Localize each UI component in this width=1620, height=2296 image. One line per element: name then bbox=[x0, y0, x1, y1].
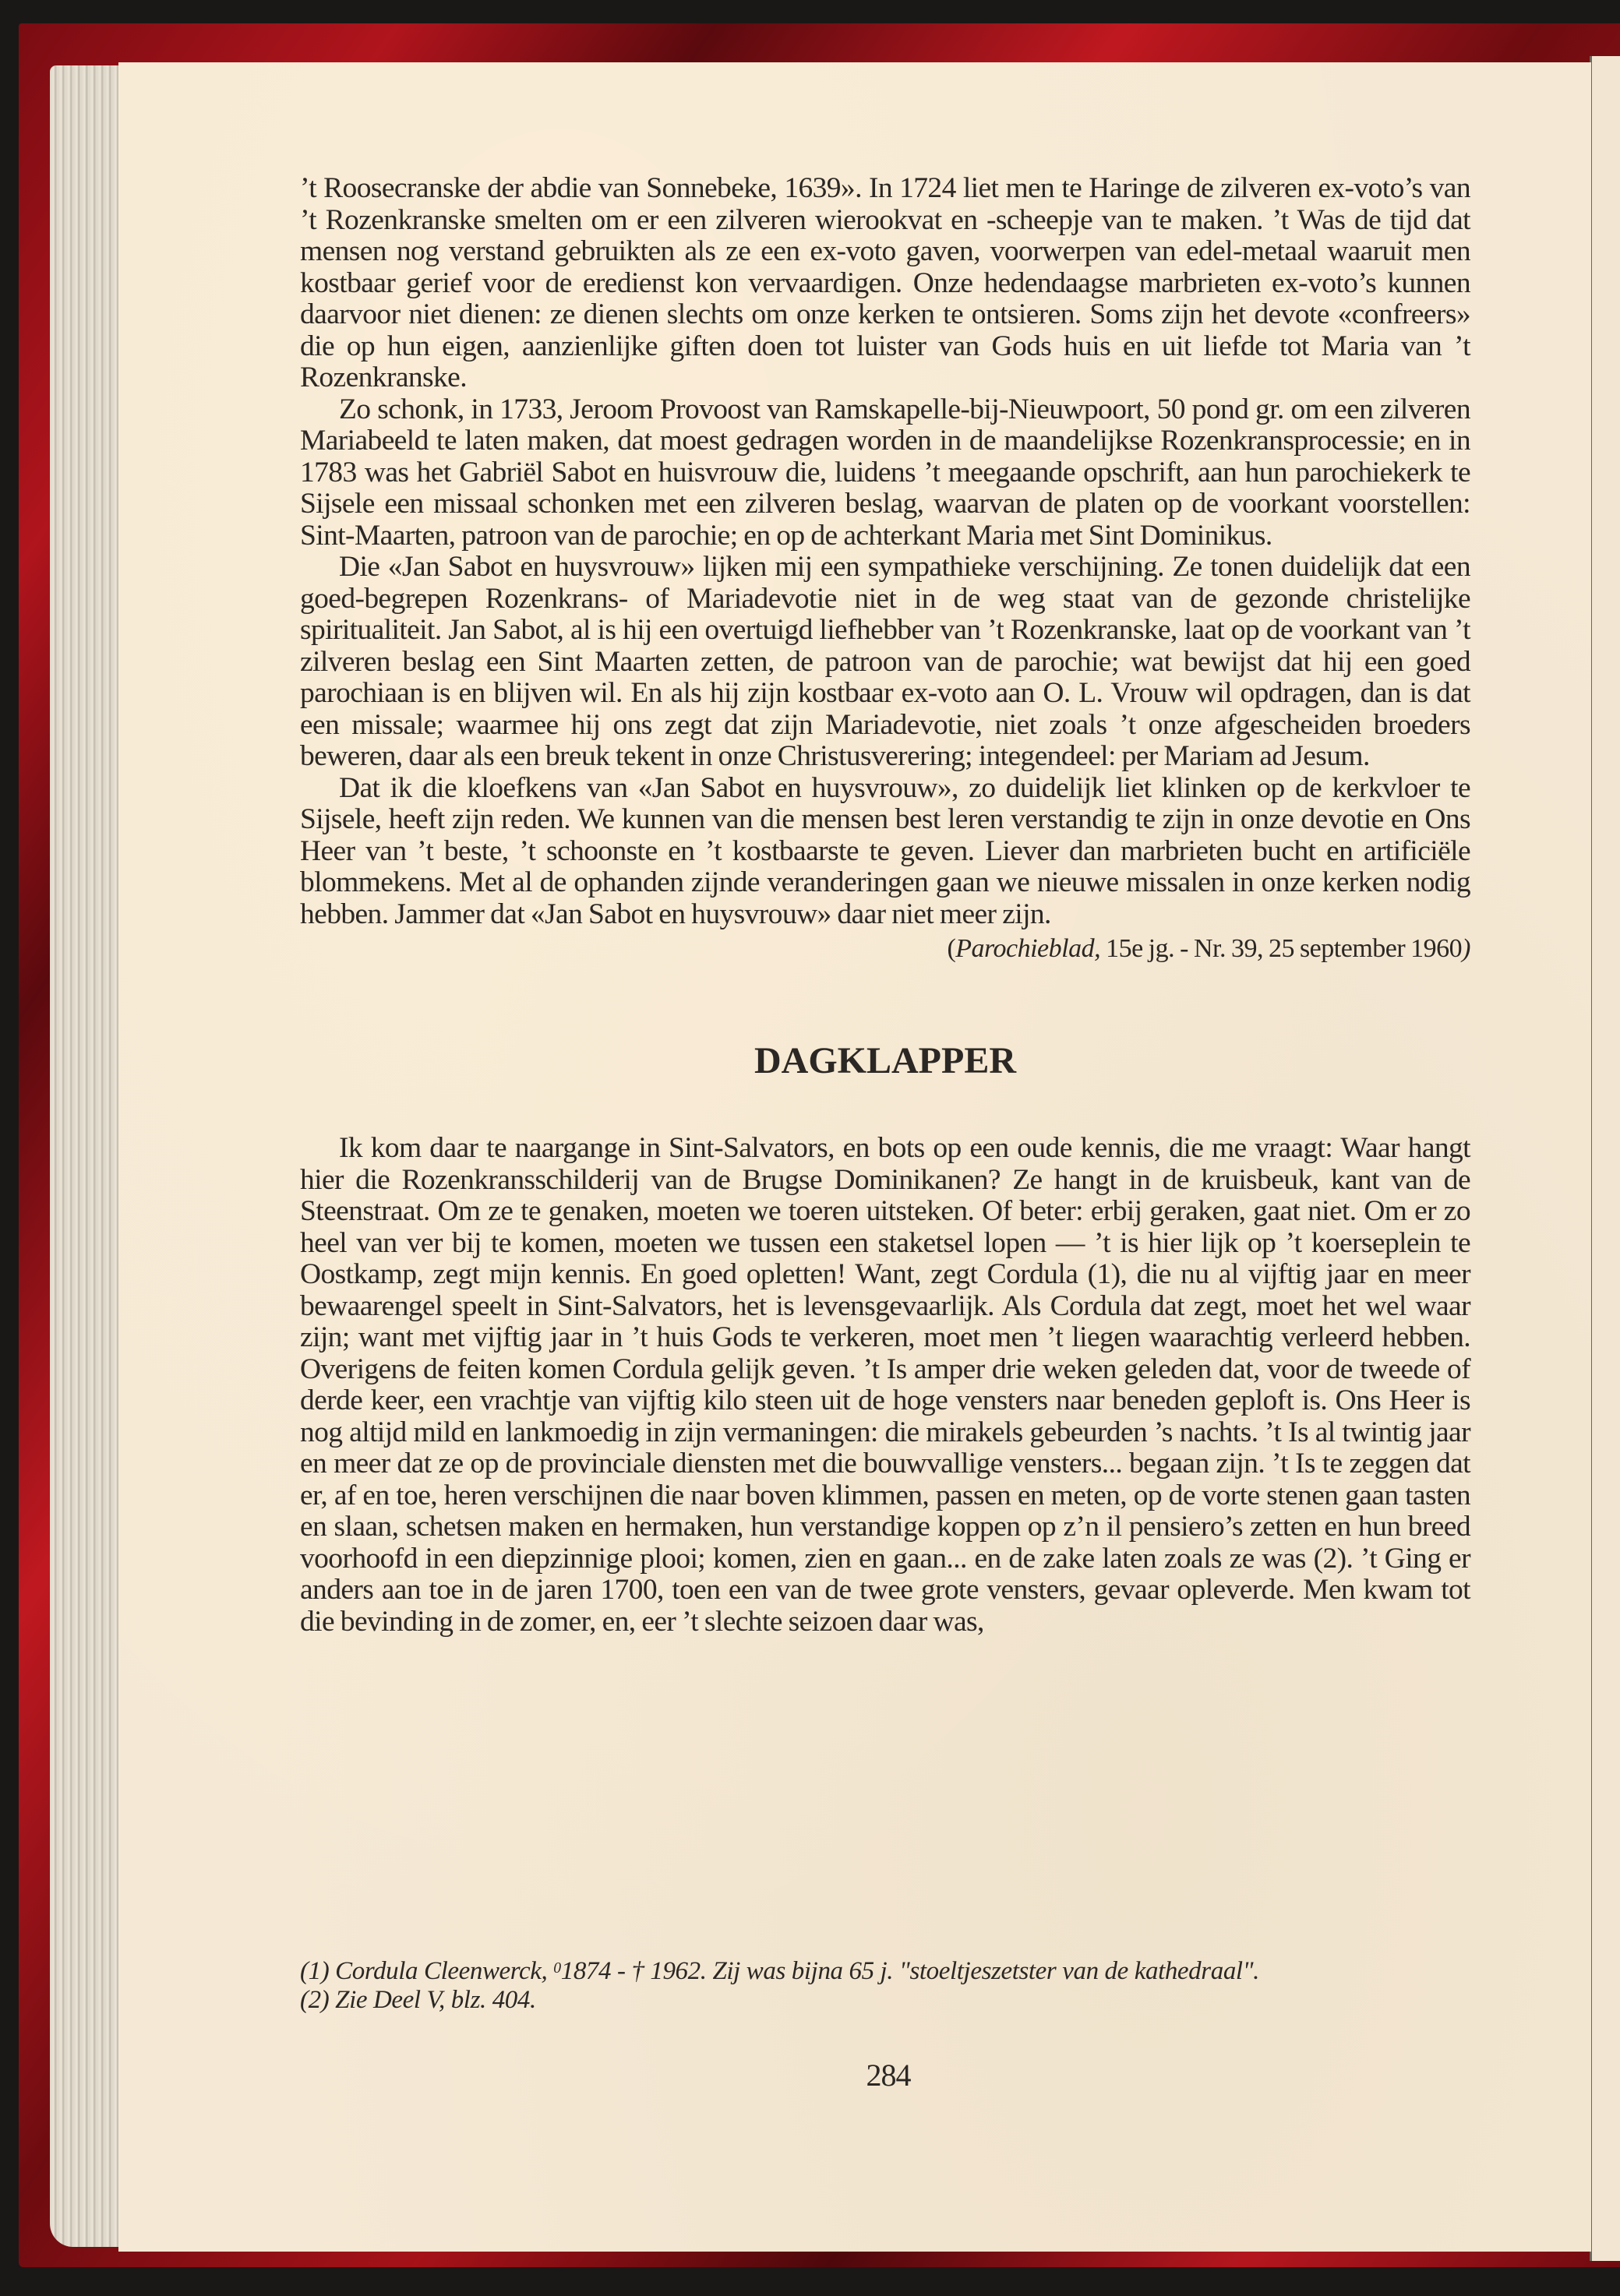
paragraph: Dat ik die kloefkens van «Jan Sabot en huysvrouw», zo duidelijk liet klinken op de kerkvloer te Sijsele, heeft zijn reden. We kunnen van die mensen best leren verstandig te zijn in onze devotie en Ons Heer van ’t beste, ’t schoonste en ’t kostbaarste te geven. Liever dan marbrieten bucht en artificiële blommekens. Met al de ophanden zijnde veranderingen gaan we nieuwe missalen in onze kerken nodig hebben. Jammer dat «Jan Sabot en huysvrouw» daar niet meer zijn. bbox=[300, 771, 1470, 930]
citation-source: Parochieblad, bbox=[955, 934, 1101, 963]
page-number: 284 bbox=[866, 2058, 911, 2093]
footnote-2 bbox=[300, 1986, 1470, 2015]
footnote-1-prefix: (1) Cordula Cleenwerck, bbox=[300, 1957, 554, 1985]
paragraph: ’t Roosecranske der abdie van Sonnebeke, 1639». In 1724 liet men te Haringe de zilveren ex-voto’s van ’t Rozenkranske smelten om er een zilveren wierookvat en -scheepje van te maken. ’t Was de tijd dat mensen nog verstand gebruikten als ze een ex-voto gaven, voorwerpen van edel-metaal waaruit men kostbaar gerief voor de eredienst kon vervaardigen. Onze hedendaagse marbrieten ex-voto’s kunnen daarvoor niet dienen: ze dienen slechts om onze kerken te ontsieren. Soms zijn het devote «confreers» die op hun eigen, aanzienlijke giften doen tot luister van Gods huis en uit liefde tot Maria van ’t Rozenkranske. bbox=[300, 172, 1470, 393]
citation bbox=[300, 933, 1470, 965]
footnote-1-text: 1874 - † 1962. Zij was bijna 65 j. "stoeltjeszetster van de kathedraal". bbox=[560, 1957, 1259, 1985]
page-stack-edge bbox=[50, 65, 120, 2247]
paragraph: Zo schonk, in 1733, Jeroom Provoost van Ramskapelle-bij-Nieuwpoort, 50 pond gr. om een zilveren Mariabeeld te laten maken, dat moest gedragen worden in de maandelijkse Rozenkransprocessie; en in 1783 was het Gabriël Sabot en huisvrouw die, luidens ’t meegaande opschrift, aan hun parochiekerk te Sijsele een missaal schonken met een zilveren beslag, waarvan de platen op de voorkant voorstellen: Sint-Maarten, patroon van de parochie; en op de achterkant Maria met Sint Dominikus. bbox=[300, 393, 1470, 552]
page-body bbox=[300, 173, 1470, 1638]
footnote-2-text: (2) Zie Deel V, blz. 404. bbox=[300, 1986, 536, 2014]
citation-open: ( bbox=[947, 934, 956, 963]
footnotes bbox=[300, 1954, 1470, 2015]
footnote-1 bbox=[300, 1954, 1470, 1986]
footnote-1-birth-mark: 0 bbox=[553, 1959, 561, 1977]
paragraph: Ik kom daar te naargange in Sint-Salvators, en bots op een oude kennis, die me vraagt: Waar hangt hier die Rozenkransschilderij van de Brugse Dominikanen? Ze hangt in de kruisbeuk, kant van de Steenstraat. Om ze te genaken, moeten we toeren uitsteken. Of beter: erbij geraken, gaat niet. Om er zo heel van ver bij te komen, moeten we tussen een staketsel lopen — ’t is hier lijk op ’t koerseplein te Oostkamp, zegt mijn kennis. En goed opletten! Want, zegt Cordula (1), die nu al vijftig jaar en meer bewaarengel speelt in Sint-Salvators, het is levensgevaarlijk. Als Cordula dat zegt, moet het wel waar zijn; want met vijftig jaar in ’t huis Gods te verkeren, moet men ’t liegen waarachtig verleerd hebben. Overigens de feiten komen Cordula gelijk geven. ’t Is amper drie weken geleden dat, voor de tweede of derde keer, een vrachtje van vijftig kilo steen uit de hoge vensters naar beneden geploft is. Ons Heer is nog altijd mild en lankmoedig in zijn vermaningen: die mirakels gebeurden ’s nachts. ’t Is al twintig jaar en meer dat ze op de provinciale diensten met die bouwvallige vensters... begaan zijn. ’t Is te zeggen dat er, af en toe, heren verschijnen die naar boven klimmen, passen en meten, op de vorte stenen gaan tasten en slaan, schetsen maken en hermaken, hun verstandige koppen op z’n il pensiero’s zetten en hun breed voorhoofd in een diepzinnige plooi; komen, zien en gaan... en de zake laten zoals ze was (2). ’t Ging er anders aan toe in de jaren 1700, toen een van de twee grote vensters, gevaar opleverde. Men kwam tot die bevinding in de zomer, en, eer ’t slechte seizoen daar was, bbox=[300, 1132, 1470, 1638]
citation-close: ) bbox=[1462, 934, 1470, 963]
citation-details: 15e jg. - Nr. 39, 25 september 1960 bbox=[1100, 934, 1463, 963]
section-heading: DAGKLAPPER bbox=[754, 1040, 1016, 1081]
paragraph: Die «Jan Sabot en huysvrouw» lijken mij een sympathieke verschijning. Ze tonen duidelijk dat een goed-begrepen Rozenkrans- of Mariadevotie niet in de weg staat van de gezonde christelijke spiritualiteit. Jan Sabot, al is hij een overtuigd liefhebber van ’t Rozenkranske, laat op de voorkant van ’t zilveren beslag een Sint Maarten zetten, de patroon van de parochie; wat bewijst dat hij een goed parochiaan is en blijven wil. En als hij zijn kostbaar ex-voto aan O. L. Vrouw wil opdragen, dan is dat een missale; waarmee hij ons zegt dat zijn Mariadevotie, niet zoals ’t onze afgescheiden broeders beweren, daar als een breuk tekent in onze Christusverering; integendeel: per Mariam ad Jesum. bbox=[300, 551, 1470, 772]
next-page-edge bbox=[1592, 56, 1620, 2261]
